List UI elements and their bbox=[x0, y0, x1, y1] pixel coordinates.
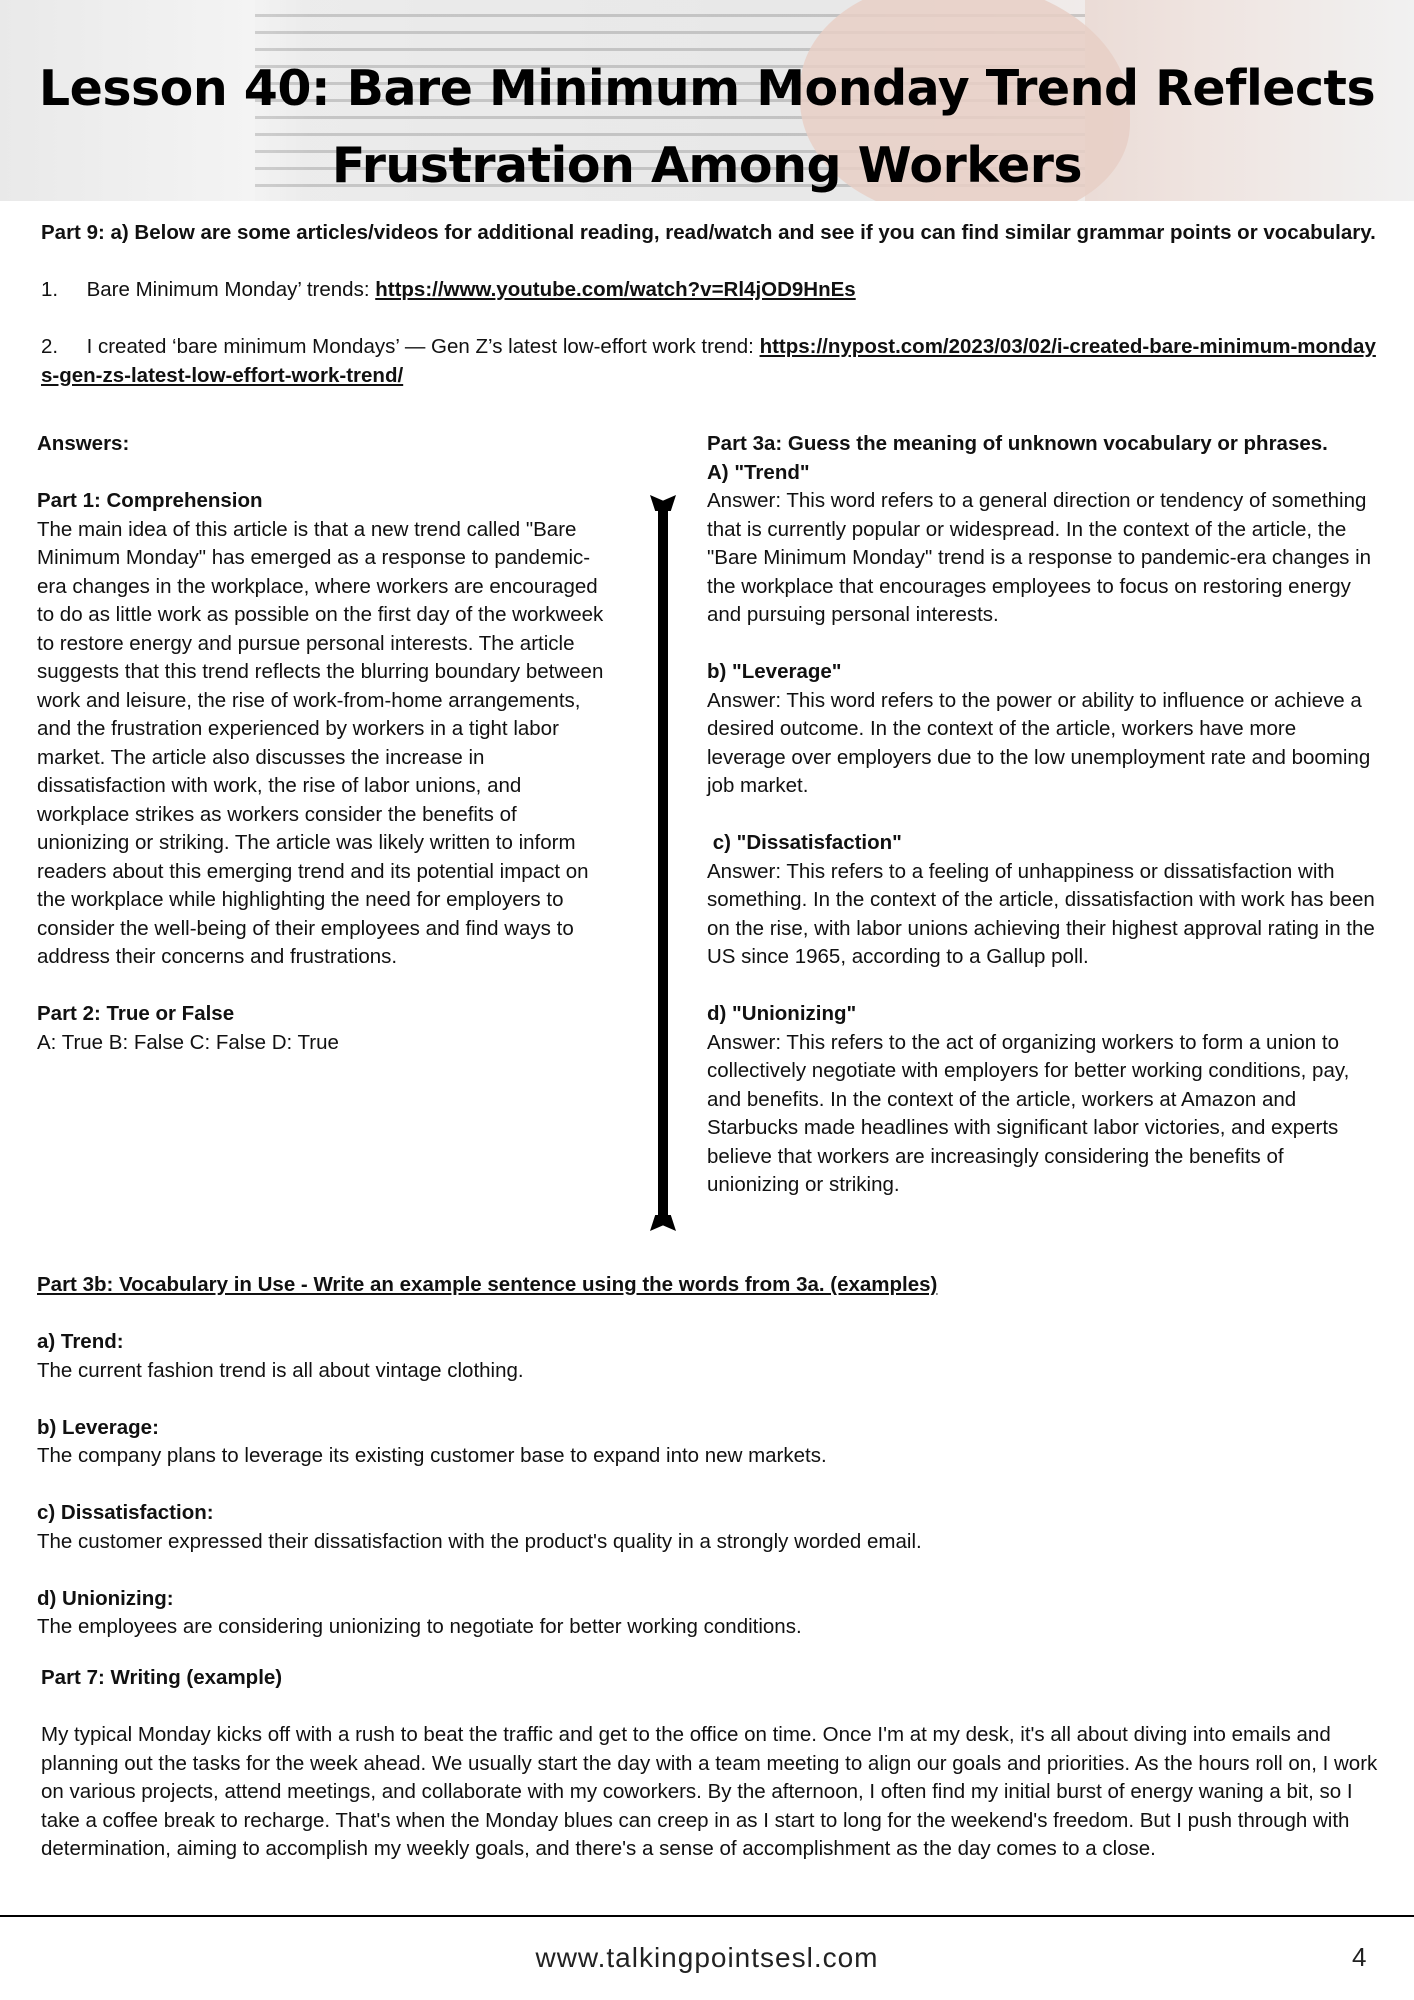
term-trend: A) "Trend" bbox=[707, 460, 810, 484]
part3b-section bbox=[37, 1271, 1377, 1642]
part9-section bbox=[41, 219, 1381, 390]
page-title: Lesson 40: Bare Minimum Monday Trend Reflects Frustration Among Workers bbox=[38, 60, 1376, 194]
example-sentence: The current fashion trend is all about vintage clothing. bbox=[37, 1358, 524, 1382]
answer-unionizing: Answer: This refers to the act of organizing workers to form a union to collectively negotiate with employers for better working conditions, pay, and benefits. In the context of the article, workers at Amazon and Starbucks made headlines with significant labor victories, and experts believe that workers are increasingly considering the benefits of unionizing or striking. bbox=[707, 1030, 1350, 1196]
part1-text: The main idea of this article is that a new trend called "Bare Minimum Monday" has emerged as a response to pandemic-era changes in the workplace, where workers are encouraged to do as little work as possible on the first day of the workweek to restore energy and pursue personal interests. The article suggests that this trend reflects the blurring boundary between work and leisure, the rise of work-from-home arrangements, and the frustration experienced by workers in a tight labor market. The article also discusses the increase in dissatisfaction with work, the rise of labor unions, and workplace strikes as workers consider the benefits of unionizing or striking. The article was likely written to inform readers about this emerging trend and its potential impact on the workplace while highlighting the need for employers to consider the well-being of their employees and find ways to address their concerns and frustrations. bbox=[37, 517, 604, 968]
part2-text: A: True B: False C: False D: True bbox=[37, 1030, 339, 1054]
answers-column bbox=[37, 430, 612, 1057]
part9-item-2 bbox=[41, 333, 1381, 390]
example-term: c) Dissatisfaction: bbox=[37, 1501, 214, 1524]
header-banner bbox=[0, 0, 1414, 201]
part3a-heading: Part 3a: Guess the meaning of unknown vocabulary or phrases. bbox=[707, 432, 1328, 455]
part7-text: My typical Monday kicks off with a rush to beat the traffic and get to the office on time. Once I'm at my desk, it's all about diving into emails and planning out the tasks for the week ahead. We usually start the day with a team meeting to align our goals and priorities. As the hours roll on, I work on various projects, attend meetings, and collaborate with my coworkers. By the afternoon, I often find my initial burst of energy waning a bit, so I take a coffee break to recharge. That's when the Monday blues can creep in as I start to long for the weekend's freedom. But I push through with determination, aiming to accomplish my weekly goals, and there's a sense of accomplishment as the day comes to a close. bbox=[41, 1723, 1378, 1860]
example-sentence: The company plans to leverage its existing customer base to expand into new markets. bbox=[37, 1444, 827, 1467]
youtube-link[interactable]: https://www.youtube.com/watch?v=Rl4jOD9HnEs bbox=[375, 278, 856, 301]
part3b-heading: Part 3b: Vocabulary in Use - Write an example sentence using the words from 3a. (examples) bbox=[37, 1273, 938, 1296]
answer-dissatisfaction: Answer: This refers to a feeling of unhappiness or dissatisfaction with something. In the context of the article, dissatisfaction with work has been on the rise, with labor unions achieving their highest approval rating in the US since 1965, according to a Gallup poll. bbox=[707, 859, 1375, 968]
part7-section bbox=[41, 1664, 1381, 1864]
item-number: 2. bbox=[41, 335, 59, 358]
answers-heading: Answers: bbox=[37, 432, 130, 455]
answer-leverage: Answer: This word refers to the power or ability to influence or achieve a desired outcome. In the context of the article, workers have more leverage over employers due to the low unemployment rate and booming job market. bbox=[707, 688, 1371, 797]
part1-heading: Part 1: Comprehension bbox=[37, 489, 263, 512]
part2-heading: Part 2: True or False bbox=[37, 1002, 235, 1025]
part3a-column bbox=[707, 430, 1377, 1200]
term-leverage: b) "Leverage" bbox=[707, 660, 842, 683]
term-unionizing: d) "Unionizing" bbox=[707, 1002, 857, 1025]
part9-heading: Part 9: a) Below are some articles/videos for additional reading, read/watch and see if you can find similar grammar points or vocabulary. bbox=[41, 221, 1376, 244]
example-term: b) Leverage: bbox=[37, 1415, 159, 1439]
item-number: 1. bbox=[41, 278, 59, 301]
example-sentence: The employees are considering unionizing to negotiate for better working conditions. bbox=[37, 1615, 802, 1638]
nypost-link[interactable]: https://nypost.com/2023/03/02/i-created-bare-minimum-mondays-gen-zs-latest-low-effort-work-trend/ bbox=[41, 335, 1376, 387]
footer-rule bbox=[0, 1915, 1414, 1917]
column-divider bbox=[658, 503, 668, 1223]
answer-trend: Answer: This word refers to a general direction or tendency of something that is currently popular or widespread. In the context of the article, the "Bare Minimum Monday" trend is a response to pandemic-era changes in the workplace that encourages employees to focus on restoring energy and pursuing personal interests. bbox=[707, 489, 1372, 626]
footer-website: www.talkingpointsesl.com bbox=[535, 1942, 879, 1973]
example-term: a) Trend: bbox=[37, 1330, 124, 1353]
term-dissatisfaction: c) "Dissatisfaction" bbox=[707, 831, 902, 854]
item-text: I created ‘bare minimum Mondays’ — Gen Z’s latest low-effort work trend: bbox=[86, 335, 760, 358]
example-sentence: The customer expressed their dissatisfaction with the product's quality in a strongly worded email. bbox=[37, 1529, 922, 1553]
part9-item-1 bbox=[41, 276, 1381, 305]
item-text: Bare Minimum Monday’ trends: bbox=[86, 278, 376, 301]
example-term: d) Unionizing: bbox=[37, 1586, 174, 1610]
part7-heading: Part 7: Writing (example) bbox=[41, 1666, 283, 1689]
page-number: 4 bbox=[1352, 1942, 1367, 1972]
